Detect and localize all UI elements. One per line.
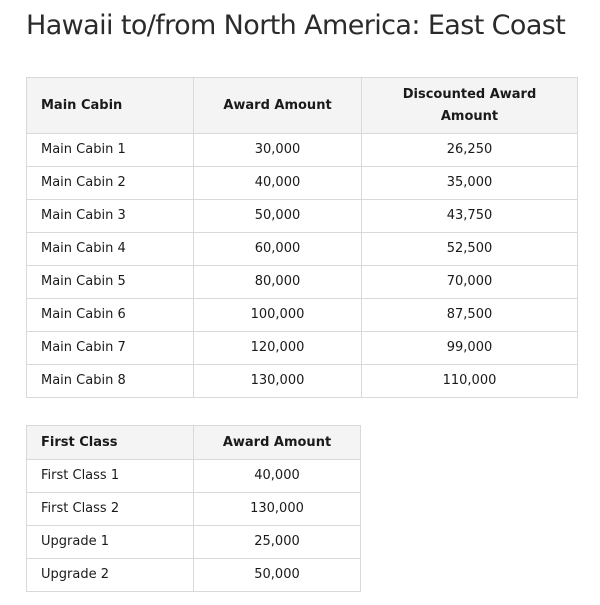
table-row	[27, 266, 578, 299]
award-amount-cell: 50,000	[194, 559, 361, 592]
discounted-amount-cell: 43,750	[362, 200, 578, 233]
first-class-award-table	[26, 425, 361, 592]
cabin-cell: Main Cabin 8	[27, 365, 194, 398]
column-header-main-cabin: Main Cabin	[27, 78, 194, 134]
discounted-amount-cell: 26,250	[362, 134, 578, 167]
table-row	[27, 332, 578, 365]
table-row	[27, 365, 578, 398]
award-amount-cell: 40,000	[194, 460, 361, 493]
cabin-cell: Main Cabin 7	[27, 332, 194, 365]
award-amount-cell: 130,000	[194, 493, 361, 526]
page-title: Hawaii to/from North America: East Coast	[26, 10, 566, 41]
column-header-award-amount: Award Amount	[194, 78, 362, 134]
discounted-amount-cell: 35,000	[362, 167, 578, 200]
column-header-first-class: First Class	[27, 426, 194, 460]
discounted-amount-cell: 87,500	[362, 299, 578, 332]
discounted-amount-cell: 52,500	[362, 233, 578, 266]
discounted-amount-cell: 99,000	[362, 332, 578, 365]
award-amount-cell: 60,000	[194, 233, 362, 266]
award-amount-cell: 30,000	[194, 134, 362, 167]
table-row	[27, 233, 578, 266]
award-amount-cell: 25,000	[194, 526, 361, 559]
column-header-award-amount: Award Amount	[194, 426, 361, 460]
cabin-cell: Upgrade 2	[27, 559, 194, 592]
cabin-cell: Main Cabin 6	[27, 299, 194, 332]
cabin-cell: Main Cabin 1	[27, 134, 194, 167]
award-amount-cell: 120,000	[194, 332, 362, 365]
table-row	[27, 559, 361, 592]
award-amount-cell: 80,000	[194, 266, 362, 299]
table-row	[27, 200, 578, 233]
cabin-cell: Main Cabin 2	[27, 167, 194, 200]
table-row	[27, 299, 578, 332]
table-header-row	[27, 78, 578, 134]
table-header-row	[27, 426, 361, 460]
cabin-cell: Main Cabin 5	[27, 266, 194, 299]
award-amount-cell: 100,000	[194, 299, 362, 332]
column-header-discounted-award-amount: Discounted Award Amount	[362, 78, 578, 134]
table-row	[27, 134, 578, 167]
main-cabin-award-table	[26, 77, 578, 398]
cabin-cell: Main Cabin 3	[27, 200, 194, 233]
discounted-amount-cell: 110,000	[362, 365, 578, 398]
table-row	[27, 526, 361, 559]
cabin-cell: Main Cabin 4	[27, 233, 194, 266]
discounted-amount-cell: 70,000	[362, 266, 578, 299]
award-amount-cell: 50,000	[194, 200, 362, 233]
table-row	[27, 460, 361, 493]
cabin-cell: Upgrade 1	[27, 526, 194, 559]
award-amount-cell: 130,000	[194, 365, 362, 398]
cabin-cell: First Class 1	[27, 460, 194, 493]
table-row	[27, 167, 578, 200]
table-row	[27, 493, 361, 526]
award-amount-cell: 40,000	[194, 167, 362, 200]
cabin-cell: First Class 2	[27, 493, 194, 526]
